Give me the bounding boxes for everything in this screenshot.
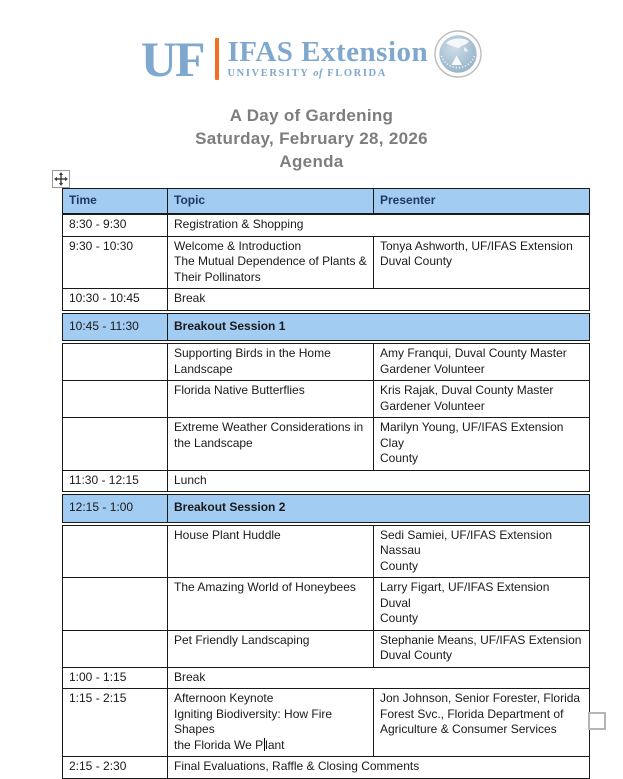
- text-line: Sedi Samiei, UF/IFAS Extension Nassau: [380, 527, 553, 557]
- time-cell[interactable]: [63, 631, 168, 667]
- presenter-cell[interactable]: [374, 631, 589, 667]
- topic-cell[interactable]: [168, 237, 374, 289]
- text-line: Marilyn Young, UF/IFAS Extension Clay: [380, 420, 564, 450]
- presenter-cell[interactable]: [374, 689, 589, 756]
- ifas-extension-block: [228, 38, 429, 79]
- text-line: Welcome & Introduction: [174, 238, 302, 253]
- university-word: UNIVERSITY: [227, 68, 310, 79]
- text-line: Pet Friendly Landscaping: [174, 632, 310, 647]
- time-cell[interactable]: [63, 418, 168, 470]
- agenda-row: [62, 470, 590, 493]
- agenda-header-row: [62, 188, 590, 215]
- text-line: Supporting Birds in the Home: [174, 346, 331, 360]
- agenda-session-row: [62, 494, 590, 523]
- topic-cell[interactable]: [168, 418, 374, 470]
- uf-ifas-logo: [0, 30, 623, 87]
- agenda-row: [62, 417, 590, 471]
- table-resize-handle-icon[interactable]: [588, 712, 606, 730]
- text-line: Agriculture & Consumer Services: [380, 722, 557, 736]
- table-move-handle-icon[interactable]: [52, 170, 70, 188]
- agenda-heading: Agenda: [279, 152, 344, 171]
- topic-cell[interactable]: [168, 344, 374, 380]
- time-cell[interactable]: 9:30 - 10:30: [63, 237, 168, 289]
- agenda-row: [62, 667, 590, 690]
- text-line: Kris Rajak, Duval County Master: [380, 383, 554, 397]
- uf-wordmark: UF: [140, 30, 204, 87]
- time-cell[interactable]: [63, 344, 168, 380]
- event-date: Saturday, February 28, 2026: [195, 129, 428, 148]
- text-line: Forest Svc., Florida Department of: [380, 706, 564, 721]
- agenda-row: [62, 214, 590, 237]
- text-line: Afternoon Keynote: [174, 691, 274, 705]
- agenda-row: [62, 630, 590, 668]
- column-header-topic[interactable]: Topic: [168, 189, 374, 213]
- of-word: of: [313, 68, 324, 79]
- time-cell[interactable]: [63, 578, 168, 630]
- agenda-row: [62, 577, 590, 631]
- column-header-time[interactable]: Time: [63, 189, 168, 213]
- presenter-cell[interactable]: [374, 526, 589, 578]
- topic-cell[interactable]: Break: [174, 291, 206, 305]
- time-cell[interactable]: 10:45 - 11:30: [63, 314, 168, 341]
- text-line: County: [380, 611, 419, 625]
- topic-cell[interactable]: Lunch: [174, 472, 207, 487]
- text-line: Gardener Volunteer: [380, 398, 485, 413]
- text-line: Duval County: [380, 254, 453, 268]
- time-cell[interactable]: 12:15 - 1:00: [63, 495, 168, 522]
- text-line: Stephanie Means, UF/IFAS Extension: [380, 632, 582, 647]
- text-line: Duval County: [380, 648, 453, 662]
- document-title-block: [0, 104, 623, 173]
- text-line: Florida Native Butterflies: [174, 383, 305, 397]
- text-line: Larry Figart, UF/IFAS Extension Duval: [380, 580, 550, 610]
- topic-cell[interactable]: Final Evaluations, Raffle & Closing Comments: [174, 759, 420, 773]
- time-cell[interactable]: 11:30 - 12:15: [63, 471, 168, 492]
- agenda-table: [62, 188, 590, 779]
- time-cell[interactable]: 2:15 - 2:30: [63, 757, 168, 778]
- text-line: Amy Franqui, Duval County Master: [380, 346, 567, 360]
- text-line: Extreme Weather Considerations in: [174, 420, 364, 434]
- time-cell[interactable]: 8:30 - 9:30: [63, 215, 168, 236]
- text-line: Their Pollinators: [174, 269, 261, 284]
- presenter-cell[interactable]: [374, 381, 589, 417]
- session-title-cell[interactable]: Breakout Session 2: [174, 500, 286, 514]
- text-line: County: [380, 451, 419, 465]
- time-cell[interactable]: 1:00 - 1:15: [63, 668, 168, 689]
- text-line: Igniting Biodiversity: How Fire Shapes: [174, 706, 333, 736]
- agenda-row: [62, 288, 590, 311]
- agenda-row: [62, 236, 590, 290]
- presenter-cell[interactable]: [374, 237, 589, 289]
- topic-cell[interactable]: [168, 689, 374, 756]
- topic-cell[interactable]: [168, 578, 374, 630]
- presenter-cell[interactable]: [374, 578, 589, 630]
- text-line: the Landscape: [174, 435, 253, 450]
- topic-cell[interactable]: [168, 381, 374, 417]
- text-line: The Amazing World of Honeybees: [174, 580, 356, 594]
- text-line: Gardener Volunteer: [380, 361, 485, 376]
- time-cell[interactable]: [63, 526, 168, 578]
- text-line: The Mutual Dependence of Plants &: [174, 254, 367, 268]
- column-header-presenter[interactable]: Presenter: [380, 193, 436, 207]
- topic-cell[interactable]: Registration & Shopping: [174, 217, 304, 231]
- text-line: Landscape: [174, 361, 233, 376]
- presenter-cell[interactable]: [374, 344, 589, 380]
- agenda-row: [62, 343, 590, 381]
- topic-cell[interactable]: [168, 526, 374, 578]
- text-line: County: [380, 558, 419, 573]
- university-of-florida-label: [228, 68, 429, 79]
- presenter-cell[interactable]: [374, 418, 589, 470]
- topic-cell[interactable]: Break: [174, 669, 206, 684]
- event-title: A Day of Gardening: [229, 106, 394, 125]
- text-line: the Florida We P lant: [174, 737, 285, 752]
- logo-divider: [215, 38, 219, 80]
- agenda-session-row: [62, 313, 590, 342]
- session-title-cell[interactable]: Breakout Session 1: [174, 318, 286, 333]
- text-line: House Plant Huddle: [174, 527, 281, 542]
- agenda-row: [62, 756, 590, 779]
- agenda-row: [62, 380, 590, 418]
- time-cell[interactable]: 10:30 - 10:45: [63, 289, 168, 310]
- text-line: Jon Johnson, Senior Forester, Florida: [380, 691, 581, 705]
- globe-icon: [434, 30, 482, 83]
- time-cell[interactable]: [63, 381, 168, 417]
- agenda-row: [62, 525, 590, 579]
- agenda-row: [62, 688, 590, 757]
- time-cell[interactable]: 1:15 - 2:15: [63, 689, 168, 756]
- text-cursor: [264, 738, 265, 751]
- florida-word: FLORIDA: [327, 68, 387, 79]
- ifas-extension-label: IFAS Extension: [227, 36, 429, 68]
- topic-cell[interactable]: [168, 631, 374, 667]
- text-line: Tonya Ashworth, UF/IFAS Extension: [380, 238, 573, 253]
